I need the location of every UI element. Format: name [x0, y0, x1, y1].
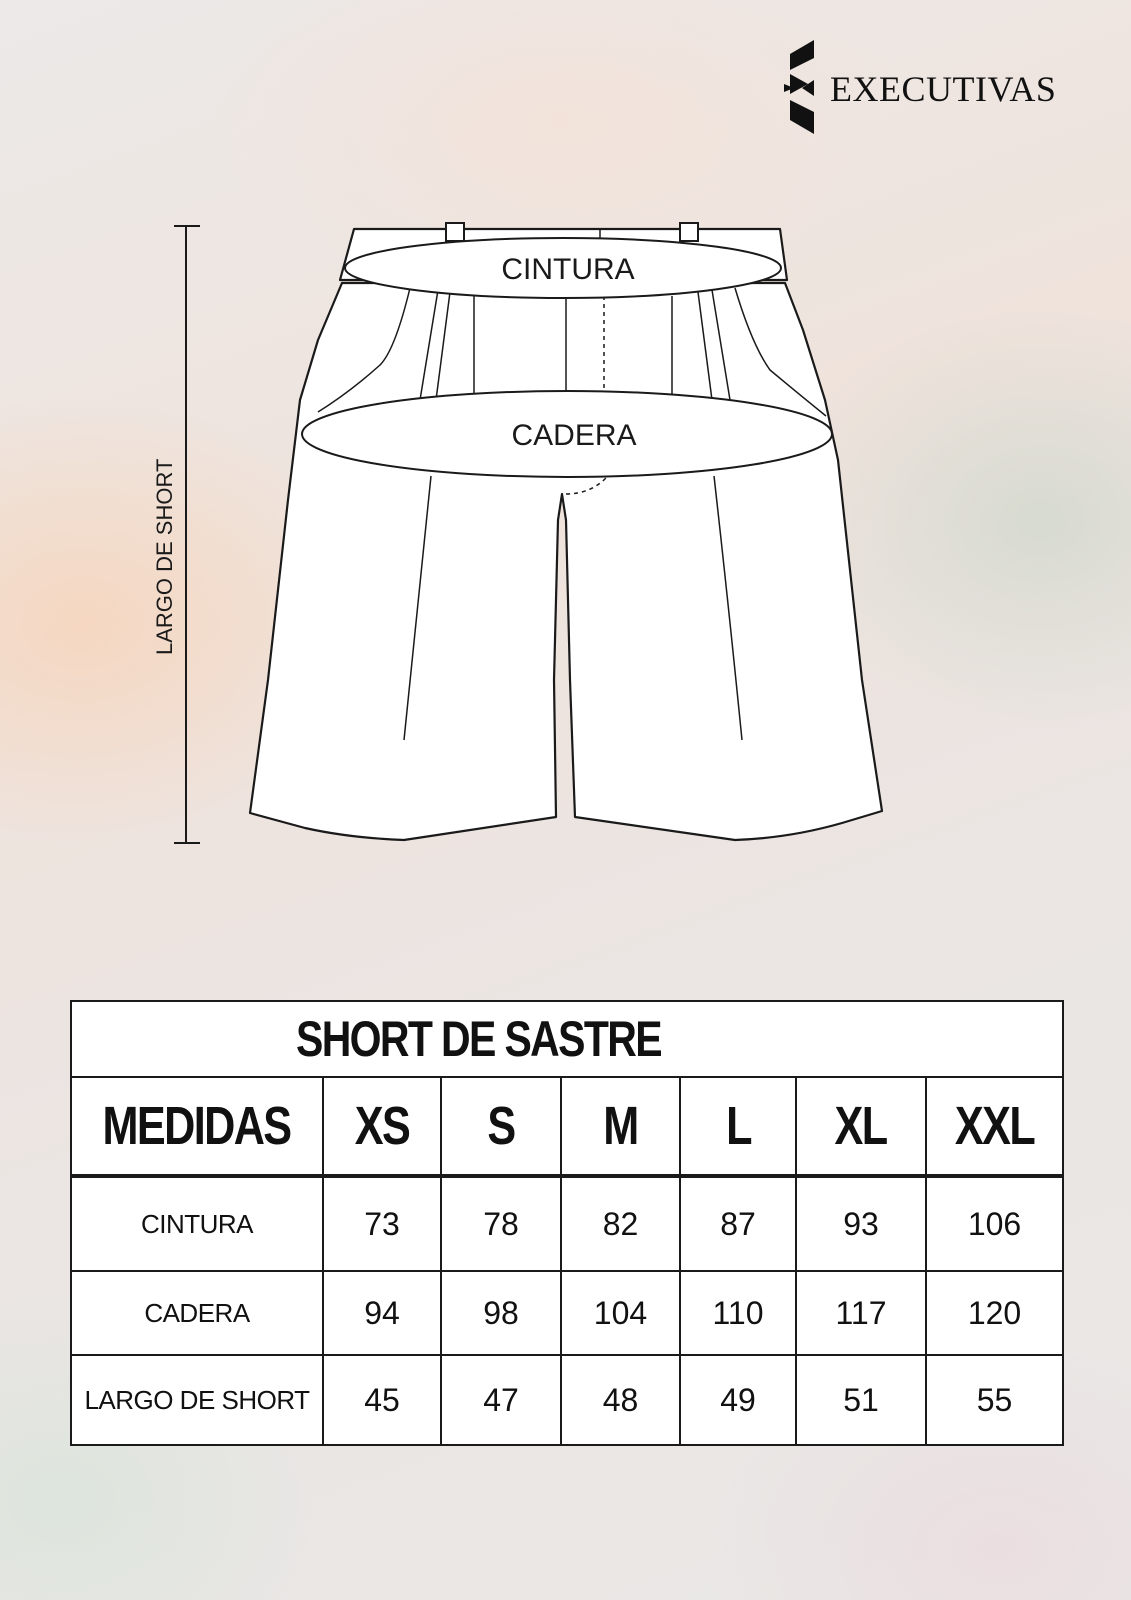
table-title: SHORT DE SASTRE [296, 1011, 661, 1067]
table-cell: 87 [680, 1176, 796, 1271]
table-cell: 51 [796, 1355, 926, 1445]
table-cell: 93 [796, 1176, 926, 1271]
header-medidas: MEDIDAS [71, 1077, 323, 1176]
row-label: CINTURA [71, 1176, 323, 1271]
table-cell: 45 [323, 1355, 441, 1445]
table-row-largo [71, 1355, 1063, 1445]
header-size-s: S [441, 1077, 561, 1176]
table-row-cintura [71, 1176, 1063, 1271]
header-size-l: L [680, 1077, 796, 1176]
table-cell: 98 [441, 1271, 561, 1355]
table-header-row [71, 1077, 1063, 1176]
table-cell: 106 [926, 1176, 1063, 1271]
length-measure-line [174, 226, 200, 843]
header-size-m: M [561, 1077, 680, 1176]
row-label: CADERA [71, 1271, 323, 1355]
header-size-xl: XL [796, 1077, 926, 1176]
table-cell: 82 [561, 1176, 680, 1271]
table-cell: 78 [441, 1176, 561, 1271]
table-cell: 73 [323, 1176, 441, 1271]
table-cell: 120 [926, 1271, 1063, 1355]
brand-name: EXECUTIVAS [830, 69, 1057, 109]
size-chart-table [70, 1000, 1064, 1446]
hip-label: CADERA [511, 419, 637, 452]
table-cell: 48 [561, 1355, 680, 1445]
table-cell: 49 [680, 1355, 796, 1445]
table-title-cell [71, 1001, 1063, 1077]
table-cell: 117 [796, 1271, 926, 1355]
row-label: LARGO DE SHORT [71, 1355, 323, 1445]
table-cell: 55 [926, 1355, 1063, 1445]
table-row-cadera [71, 1271, 1063, 1355]
header-size-xs: XS [323, 1077, 441, 1176]
table-cell: 94 [323, 1271, 441, 1355]
waist-label: CINTURA [501, 253, 635, 286]
header-size-xxl: XXL [926, 1077, 1063, 1176]
length-label: LARGO DE SHORT [152, 458, 177, 655]
table-cell: 110 [680, 1271, 796, 1355]
table-cell: 47 [441, 1355, 561, 1445]
table-cell: 104 [561, 1271, 680, 1355]
